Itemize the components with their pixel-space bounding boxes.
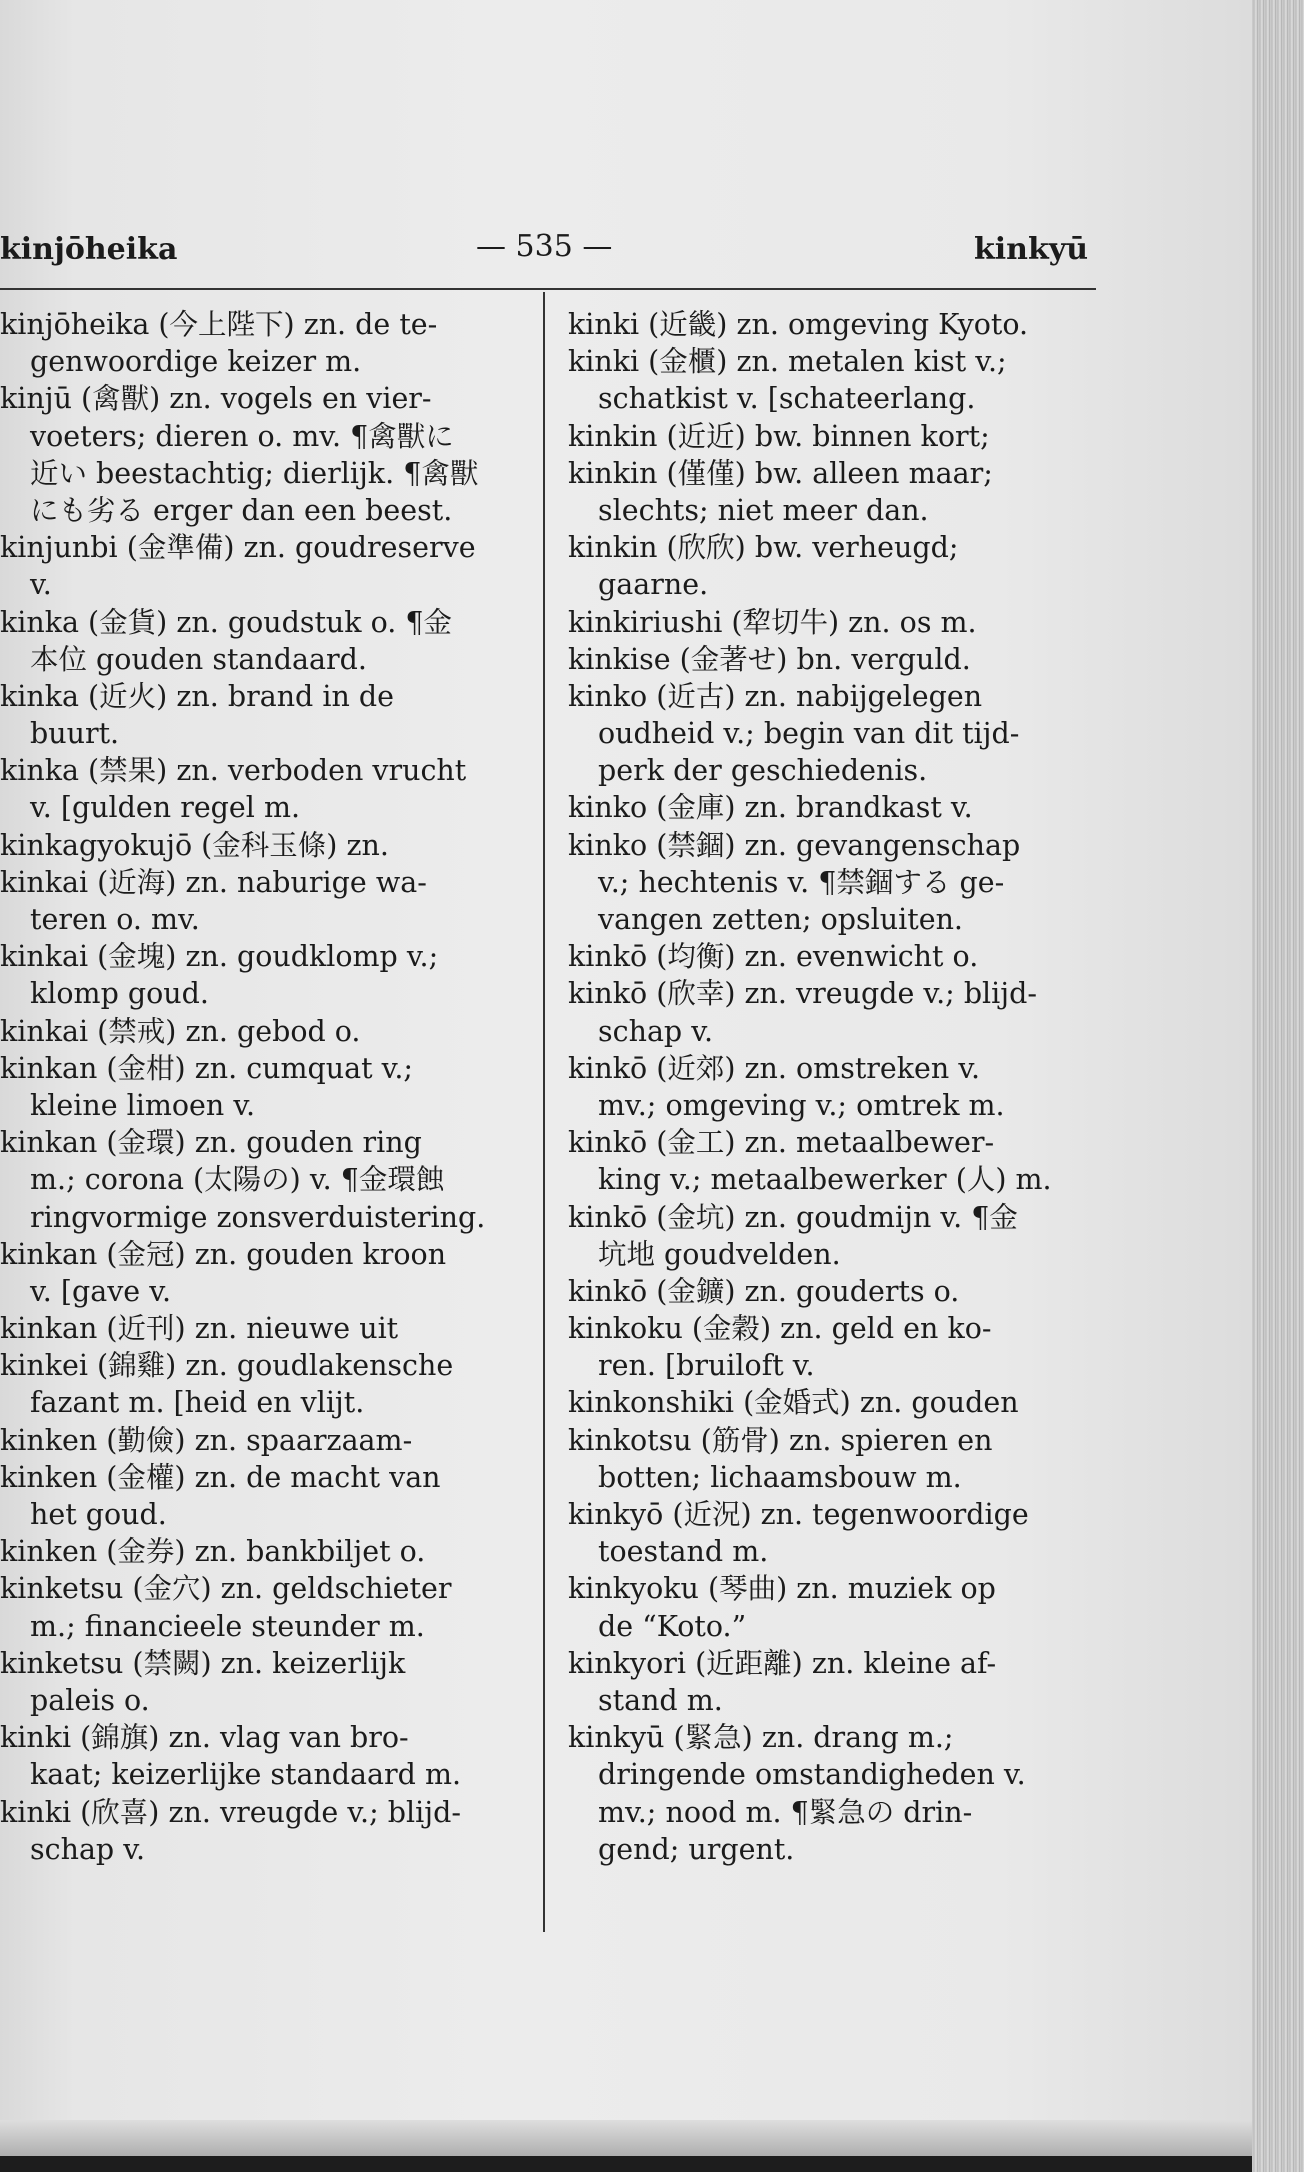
entry-headword-line: kinkan (金冠) zn. gouden kroon [0,1237,447,1271]
entry-continuation-line: fazant m. [heid en vlijt. [30,1386,365,1420]
entry-headword-line: kinkō (欣幸) zn. vreugde v.; blijd- [568,977,1037,1011]
entry-headword-line: kinkei (錦雞) zn. goudlakensche [0,1349,454,1383]
entry-headword-line: kinkise (金著せ) bn. verguld. [568,642,971,676]
page-number: — 535 — [476,229,613,264]
entry-headword-line: kinki (近畿) zn. omgeving Kyoto. [568,308,1029,341]
entry-headword-line: kinka (禁果) zn. verboden vrucht [0,754,467,788]
entry-continuation-line: vangen zetten; opsluiten. [598,903,963,936]
book-page-edges [1252,0,1304,2172]
entry-headword-line: kinkō (金工) zn. metaalbewer- [568,1126,995,1160]
entry-continuation-line: v. [30,568,52,602]
entry-continuation-line: ringvormige zonsverduistering. [30,1200,486,1234]
entry-continuation-line: slechts; niet meer dan. [598,493,929,527]
entry-continuation-line: stand m. [598,1683,723,1717]
entry-headword-line: kinki (欣喜) zn. vreugde v.; blijd- [0,1795,461,1829]
entry-headword-line: kinko (近古) zn. nabijgelegen [568,679,983,713]
entry-continuation-line: oudheid v.; begin van dit tijd- [598,717,1020,751]
entry-headword-line: kinkagyokujō (金科玉條) zn. [0,828,389,862]
entry-headword-line: kinkotsu (筋骨) zn. spieren en [568,1423,993,1457]
entry-continuation-line: botten; lichaamsbouw m. [598,1460,962,1494]
entry-continuation-line: het goud. [30,1498,167,1531]
entry-continuation-line: voeters; dieren o. mv. ¶禽獸に [30,419,454,453]
entry-headword-line: kinkai (近海) zn. naburige wa- [0,865,427,899]
entry-continuation-line: genwoordige keizer m. [30,345,362,379]
entry-headword-line: kinkai (金塊) zn. goudklomp v.; [0,940,439,974]
entry-headword-line: kinjunbi (金準備) zn. goudreserve [0,531,476,565]
entry-continuation-line: schap v. [30,1832,146,1866]
entry-continuation-line: 坑地 goudvelden. [598,1237,841,1271]
entry-headword-line: kinkyori (近距離) zn. kleine af- [568,1646,997,1680]
entry-headword-line: kinkiriushi (犂切牛) zn. os m. [568,605,977,639]
entry-continuation-line: mv.; omgeving v.; omtrek m. [598,1088,1005,1122]
entry-continuation-line: mv.; nood m. ¶緊急の drin- [598,1795,973,1829]
left-column [0,306,520,1868]
entry-continuation-line: paleis o. [30,1683,150,1717]
entry-continuation-line: m.; corona (太陽の) v. ¶金環蝕 [30,1163,445,1197]
entry-headword-line: kinki (錦旗) zn. vlag van bro- [0,1721,409,1755]
entry-continuation-line: kaat; keizerlijke standaard m. [30,1758,462,1792]
entry-headword-line: kinjōheika (今上陛下) zn. de te- [0,308,438,341]
column-divider [543,292,545,1932]
entry-headword-line: kinkin (僅僅) bw. alleen maar; [568,456,993,490]
entry-continuation-line: schatkist v. [schateerlang. [598,382,976,416]
entry-continuation-line: にも劣る erger dan een beest. [30,493,453,527]
page-bottom-shadow [0,2120,1252,2156]
entry-headword-line: kinkin (近近) bw. binnen kort; [568,419,990,453]
entry-continuation-line: de “Koto.” [598,1609,747,1643]
entry-continuation-line: gaarne. [598,568,709,602]
entry-headword-line: kinkan (金柑) zn. cumquat v.; [0,1051,414,1085]
entry-headword-line: kinkoku (金穀) zn. geld en ko- [568,1312,992,1346]
entry-headword-line: kinkonshiki (金婚式) zn. gouden [568,1386,1019,1420]
entry-continuation-line: toestand m. [598,1535,769,1569]
entry-headword-line: kinken (勤儉) zn. spaarzaam- [0,1423,413,1457]
entry-continuation-line: 本位 gouden standaard. [30,642,367,676]
entry-continuation-line: v. [gave v. [30,1274,171,1308]
guide-word-right: kinkyū [974,232,1089,267]
entry-continuation-line: v.; hechtenis v. ¶禁錮する ge- [598,865,1005,899]
entry-headword-line: kinketsu (金穴) zn. geldschieter [0,1572,452,1606]
entry-headword-line: kinkō (近郊) zn. omstreken v. [568,1051,981,1085]
entry-headword-line: kinkō (金鑛) zn. gouderts o. [568,1274,960,1308]
entry-continuation-line: buurt. [30,717,120,751]
entry-continuation-line: teren o. mv. [30,903,200,936]
entry-continuation-line: perk der geschiedenis. [598,754,928,788]
entry-continuation-line: v. [gulden regel m. [30,791,301,825]
entry-headword-line: kinken (金權) zn. de macht van [0,1460,441,1494]
entry-continuation-line: m.; financieele steunder m. [30,1609,425,1643]
entry-headword-line: kinko (金庫) zn. brandkast v. [568,791,973,825]
entry-headword-line: kinketsu (禁闕) zn. keizerlijk [0,1646,406,1680]
entry-headword-line: kinkō (均衡) zn. evenwicht o. [568,940,979,974]
entry-headword-line: kinkyū (緊急) zn. drang m.; [568,1721,954,1755]
entry-continuation-line: klomp goud. [30,977,209,1011]
entry-headword-line: kinkai (禁戒) zn. gebod o. [0,1014,361,1048]
entry-headword-line: kinkin (欣欣) bw. verheugd; [568,531,959,565]
entry-continuation-line: king v.; metaalbewerker (人) m. [598,1163,1052,1197]
entry-continuation-line: dringende omstandigheden v. [598,1758,1026,1792]
entry-headword-line: kinkyō (近況) zn. tegenwoordige [568,1498,1029,1531]
right-column [568,306,1102,1868]
entry-headword-line: kinken (金券) zn. bankbiljet o. [0,1535,426,1569]
entry-headword-line: kinjū (禽獸) zn. vogels en vier- [0,382,432,416]
entry-headword-line: kinkan (近刊) zn. nieuwe uit [0,1312,399,1346]
entry-continuation-line: ren. [bruiloft v. [598,1349,815,1383]
entry-headword-line: kinki (金櫃) zn. metalen kist v.; [568,345,1007,379]
guide-word-left: kinjōheika [0,232,178,267]
entry-headword-line: kinkō (金坑) zn. goudmijn v. ¶金 [568,1200,1018,1234]
entry-continuation-line: 近い beestachtig; dierlijk. ¶禽獸 [30,456,479,490]
entry-headword-line: kinka (近火) zn. brand in de [0,679,395,713]
entry-headword-line: kinkyoku (琴曲) zn. muziek op [568,1572,996,1606]
header-rule [0,288,1096,290]
entry-headword-line: kinko (禁錮) zn. gevangenschap [568,828,1021,862]
entry-headword-line: kinka (金貨) zn. goudstuk o. ¶金 [0,605,453,639]
entry-headword-line: kinkan (金環) zn. gouden ring [0,1126,422,1160]
entry-continuation-line: kleine limoen v. [30,1088,256,1122]
entry-continuation-line: gend; urgent. [598,1832,795,1866]
entry-continuation-line: schap v. [598,1014,714,1048]
